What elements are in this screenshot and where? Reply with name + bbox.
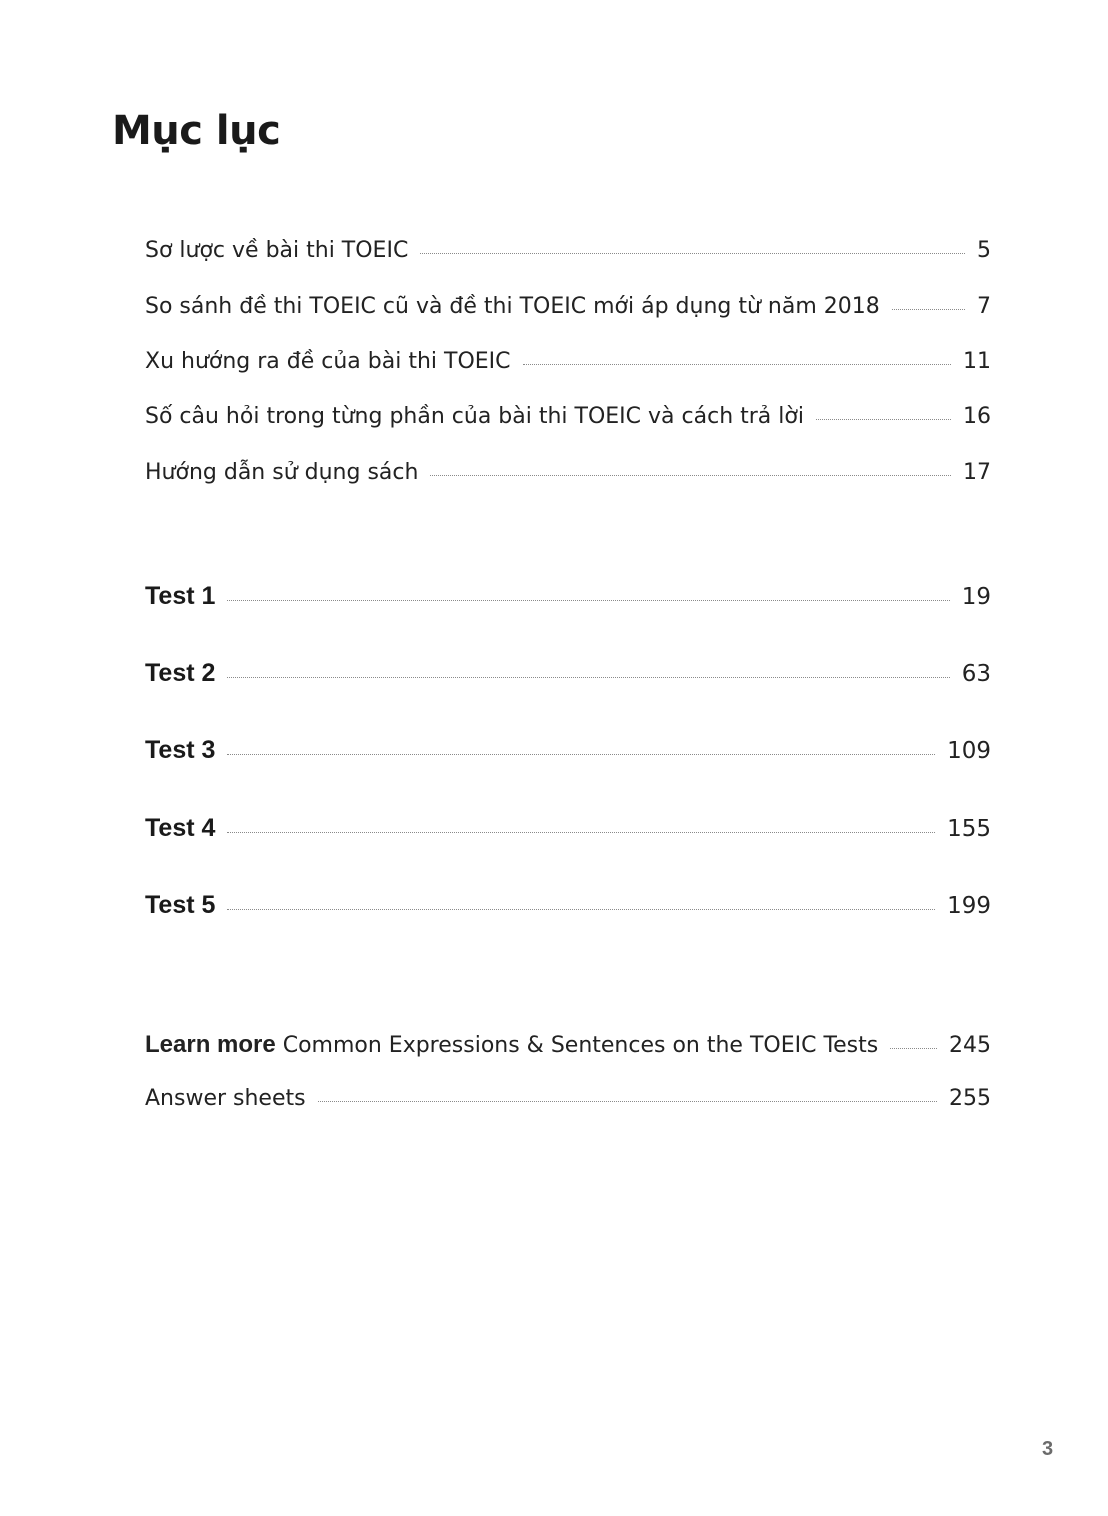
toc-entry-page: 7 bbox=[977, 294, 991, 319]
dot-leader bbox=[890, 1048, 937, 1049]
dot-leader bbox=[227, 754, 935, 755]
dot-leader bbox=[227, 677, 949, 678]
dot-leader bbox=[227, 832, 935, 833]
toc-entry-label: Test 5 bbox=[145, 891, 216, 919]
toc-entry-label: Test 1 bbox=[145, 582, 216, 610]
toc-entry-test-4[interactable] bbox=[145, 814, 991, 843]
dot-leader bbox=[318, 1101, 937, 1102]
toc-entry-page: 245 bbox=[949, 1033, 991, 1058]
dot-leader bbox=[816, 419, 951, 420]
toc-entry-label: Xu hướng ra đề của bài thi TOEIC bbox=[145, 349, 511, 374]
toc-entry-page: 199 bbox=[947, 893, 991, 919]
toc-entry-label: Sơ lược về bài thi TOEIC bbox=[145, 238, 409, 263]
toc-entry-page: 5 bbox=[977, 238, 991, 263]
toc-entry-page: 255 bbox=[949, 1086, 991, 1111]
dot-leader bbox=[430, 475, 951, 476]
toc-entry-test-2[interactable] bbox=[145, 659, 991, 688]
toc-entry-label: Hướng dẫn sử dụng sách bbox=[145, 460, 419, 485]
toc-entry-comparison[interactable] bbox=[145, 294, 991, 319]
learn-more-prefix: Learn more bbox=[145, 1031, 276, 1058]
toc-entry-page: 19 bbox=[961, 584, 991, 610]
dot-leader bbox=[523, 364, 951, 365]
toc-entry-page: 155 bbox=[947, 816, 991, 842]
toc-entry-answer-sheets[interactable] bbox=[145, 1086, 991, 1111]
toc-entry-label: So sánh đề thi TOEIC cũ và đề thi TOEIC mới áp dụng từ năm 2018 bbox=[145, 294, 880, 319]
toc-entry-how-to-use[interactable] bbox=[145, 460, 991, 485]
toc-entry-label bbox=[145, 1031, 878, 1059]
toc-entry-label: Số câu hỏi trong từng phần của bài thi TOEIC và cách trả lời bbox=[145, 404, 804, 429]
dot-leader bbox=[227, 600, 949, 601]
learn-more-title: Common Expressions & Sentences on the TOEIC Tests bbox=[282, 1033, 879, 1058]
toc-entry-label: Test 2 bbox=[145, 659, 216, 687]
toc-entry-question-count[interactable] bbox=[145, 404, 991, 429]
toc-entry-page: 16 bbox=[963, 404, 991, 429]
page-title: Mục lục bbox=[112, 108, 281, 154]
toc-entry-label: Test 3 bbox=[145, 736, 216, 764]
dot-leader bbox=[420, 253, 965, 254]
toc-entry-page: 109 bbox=[947, 738, 991, 764]
toc-entry-test-1[interactable] bbox=[145, 582, 991, 611]
toc-entry-test-5[interactable] bbox=[145, 891, 991, 920]
dot-leader bbox=[227, 909, 935, 910]
toc-entry-overview[interactable] bbox=[145, 238, 991, 263]
toc-entry-page: 63 bbox=[961, 661, 991, 687]
toc-entry-learn-more[interactable] bbox=[145, 1031, 991, 1059]
toc-entry-page: 17 bbox=[963, 460, 991, 485]
page-number: 3 bbox=[1042, 1438, 1054, 1460]
toc-entry-label: Test 4 bbox=[145, 814, 216, 842]
toc-entry-label: Answer sheets bbox=[145, 1086, 306, 1111]
toc-entry-test-3[interactable] bbox=[145, 736, 991, 765]
dot-leader bbox=[892, 309, 965, 310]
toc-entry-page: 11 bbox=[963, 349, 991, 374]
toc-entry-trends[interactable] bbox=[145, 349, 991, 374]
